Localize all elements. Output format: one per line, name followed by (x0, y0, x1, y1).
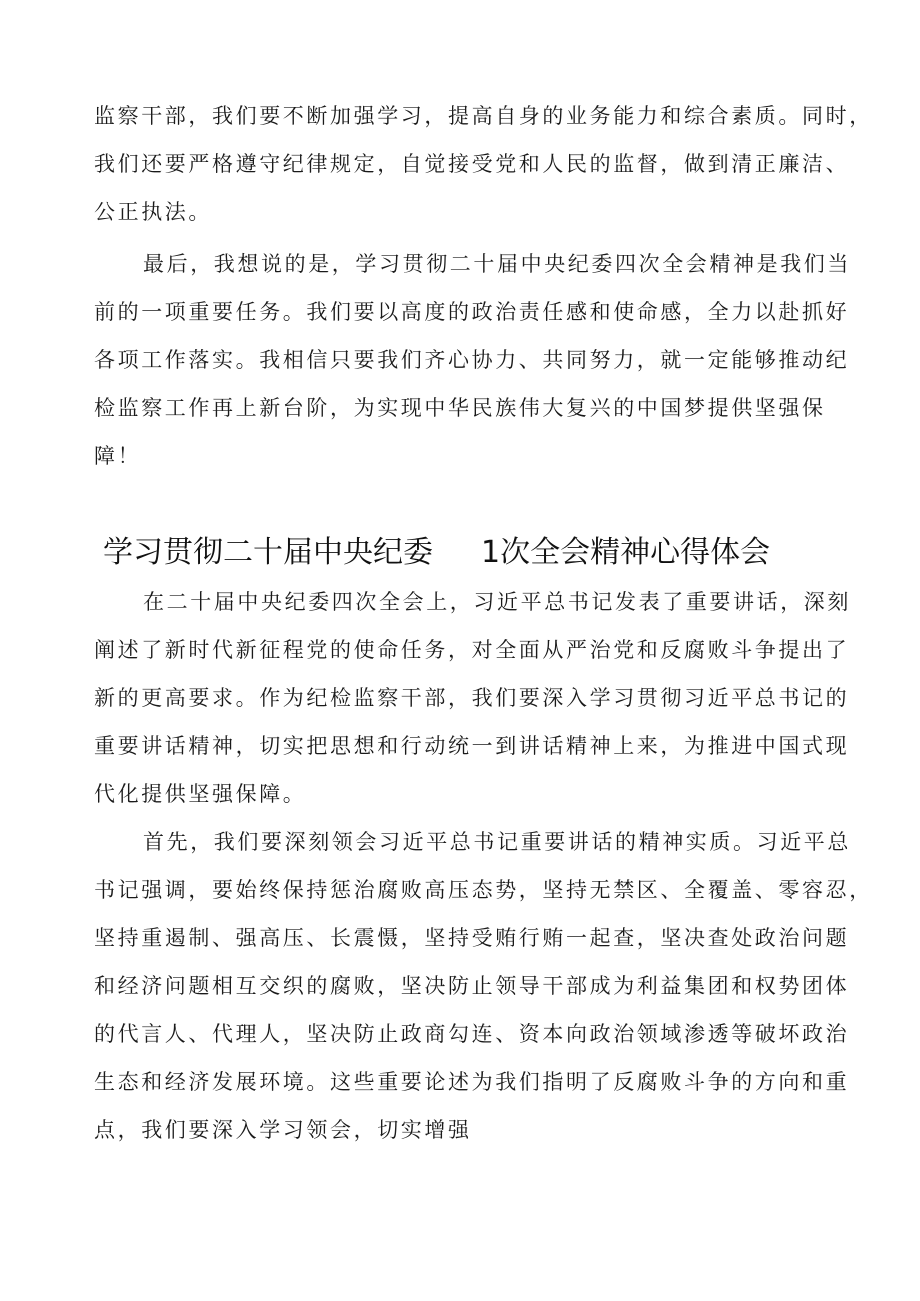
paragraph-line: 阐述了新时代新征程党的使命任务，对全面从严治党和反腐败斗争提出了 (94, 638, 850, 662)
paragraph-line: 障！ (94, 444, 142, 468)
paragraph-line: 点，我们要深入学习领会，切实增强 (94, 1118, 472, 1142)
paragraph-line: 各项工作落实。我相信只要我们齐心协力、共同努力，就一定能够推动纪 (94, 348, 850, 372)
heading-part-1: 学习贯彻二十届中央纪委 (103, 535, 433, 570)
paragraph-line: 和经济问题相互交织的腐败，坚决防止领导干部成为利益集团和权势团体 (94, 974, 850, 998)
paragraph-line: 生态和经济发展环境。这些重要论述为我们指明了反腐败斗争的方向和重 (94, 1070, 850, 1094)
paragraph-line: 前的一项重要任务。我们要以高度的政治责任感和使命感，全力以赴抓好 (94, 300, 850, 324)
paragraph-line: 首先，我们要深刻领会习近平总书记重要讲话的精神实质。习近平总 (143, 830, 851, 854)
heading-part-2: 1次全会精神心得体会 (481, 535, 771, 570)
paragraph-line: 重要讲话精神，切实把思想和行动统一到讲话精神上来，为推进中国式现 (94, 734, 850, 758)
article-heading (103, 533, 770, 573)
paragraph-line: 坚持重遏制、强高压、长震慑，坚持受贿行贿一起查，坚决查处政治问题 (94, 926, 850, 950)
paragraph-line: 公正执法。 (94, 200, 212, 224)
paragraph-line: 在二十届中央纪委四次全会上，习近平总书记发表了重要讲话，深刻 (143, 590, 851, 614)
paragraph-line: 我们还要严格遵守纪律规定，自觉接受党和人民的监督，做到清正廉洁、 (94, 152, 850, 176)
paragraph-line: 书记强调，要始终保持惩治腐败高压态势，坚持无禁区、全覆盖、零容忍， (94, 878, 873, 902)
paragraph-line: 的代言人、代理人，坚决防止政商勾连、资本向政治领域渗透等破坏政治 (94, 1022, 850, 1046)
paragraph-line: 监察干部，我们要不断加强学习，提高自身的业务能力和综合素质。同时， (94, 104, 873, 128)
paragraph-line: 最后，我想说的是，学习贯彻二十届中央纪委四次全会精神是我们当 (143, 252, 851, 276)
paragraph-line: 检监察工作再上新台阶，为实现中华民族伟大复兴的中国梦提供坚强保 (94, 396, 826, 420)
paragraph-line: 代化提供坚强保障。 (94, 782, 307, 806)
paragraph-line: 新的更高要求。作为纪检监察干部，我们要深入学习贯彻习近平总书记的 (94, 686, 850, 710)
